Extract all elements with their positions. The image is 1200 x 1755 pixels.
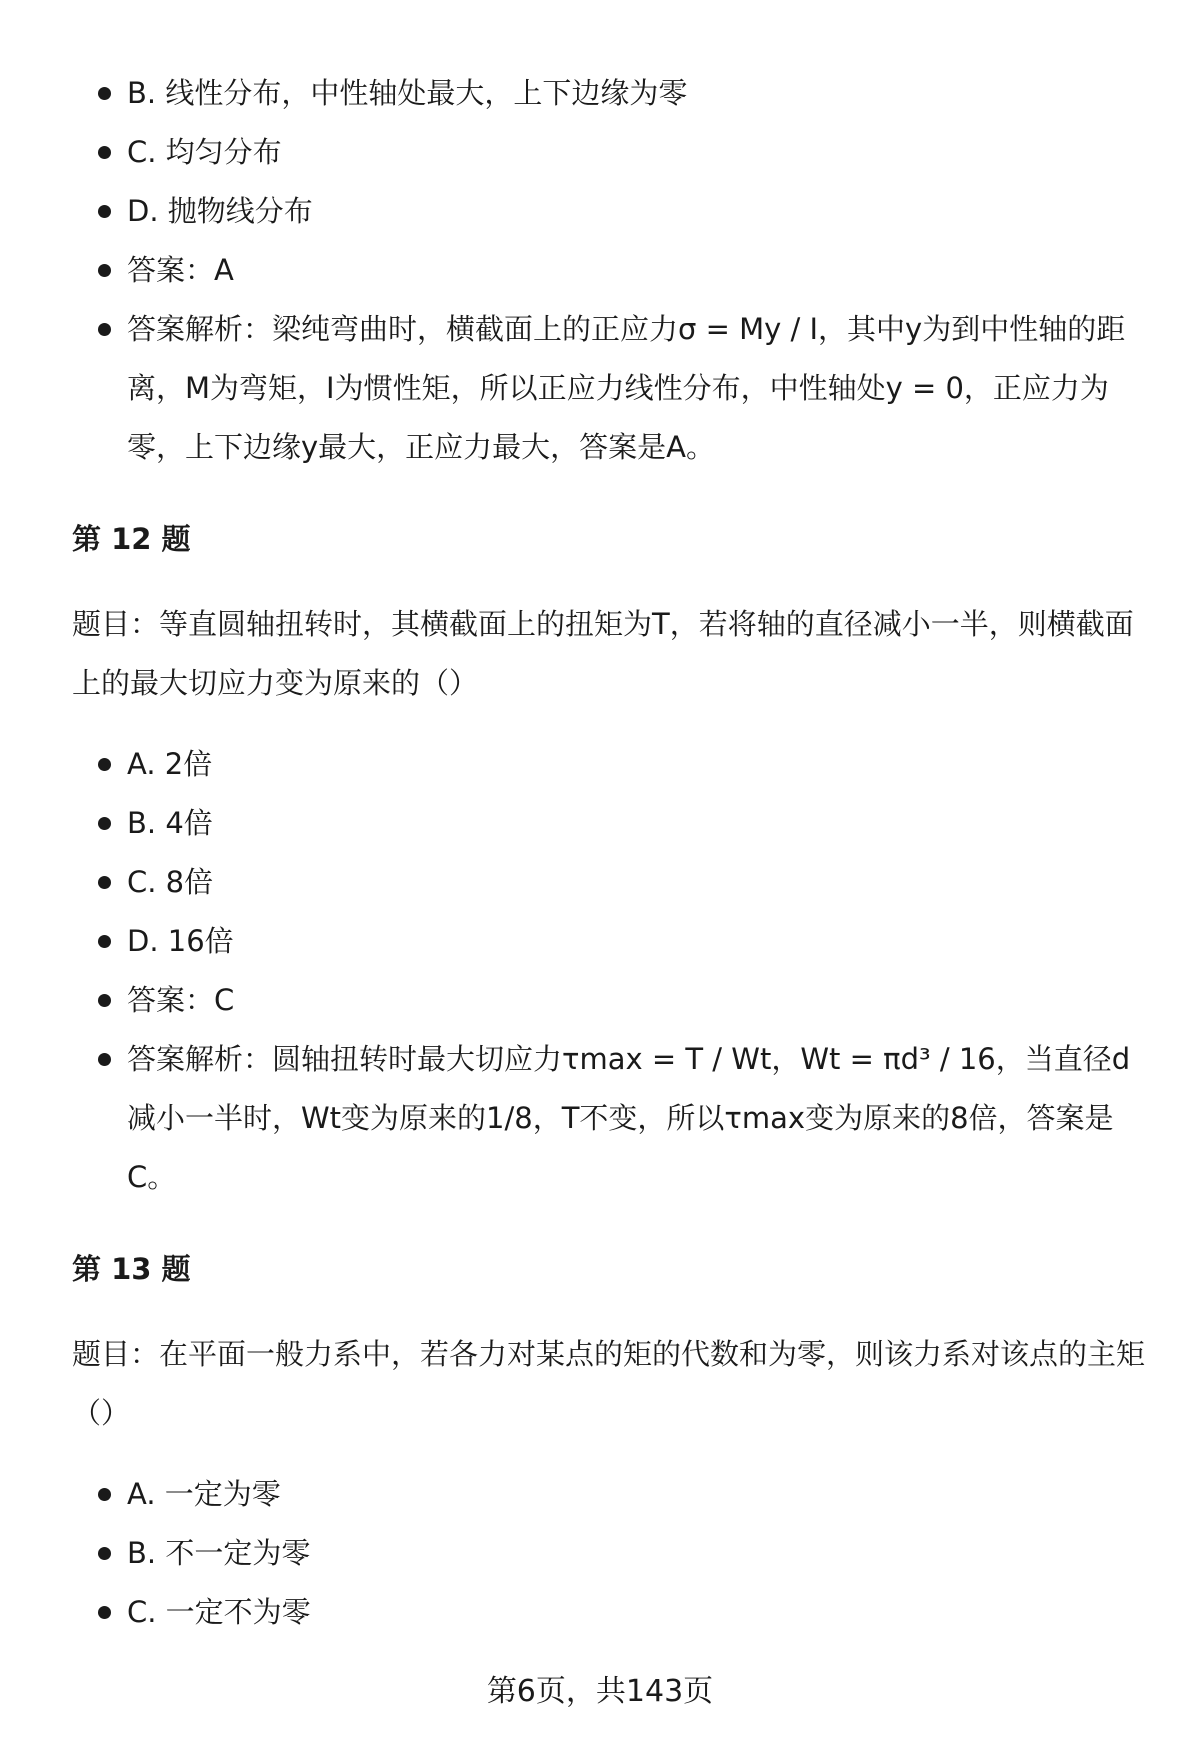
list-item: A. 一定为零 <box>72 1465 1152 1524</box>
page-footer: 第6页，共143页 <box>486 1674 714 1709</box>
list-item: C. 一定不为零 <box>72 1583 1152 1642</box>
list-item: B. 线性分布，中性轴处最大，上下边缘为零 <box>72 64 1152 123</box>
bullet-icon <box>98 876 111 889</box>
bullet-icon <box>98 1547 111 1560</box>
list-item: C. 均匀分布 <box>72 123 1152 182</box>
list-item: D. 抛物线分布 <box>72 182 1152 241</box>
bullet-icon <box>98 87 111 100</box>
bullet-icon <box>98 146 111 159</box>
bullet-icon <box>98 1053 111 1066</box>
question-heading: 第 12 题 <box>72 522 191 556</box>
bullet-icon <box>98 1606 111 1619</box>
question-text: 题目：在平面一般力系中，若各力对某点的矩的代数和为零，则该力系对该点的主矩（） <box>72 1337 1146 1430</box>
bullet-icon <box>98 817 111 830</box>
question-text: 题目：等直圆轴扭转时，其横截面上的扭矩为T，若将轴的直径减小一半，则横截面上的最大切应力变为原来的（） <box>72 607 1134 700</box>
list-item: B. 不一定为零 <box>72 1524 1152 1583</box>
list-item: B. 4倍 <box>72 794 1152 853</box>
list-item: D. 16倍 <box>72 912 1152 971</box>
explanation-item: 答案解析：圆轴扭转时最大切应力τmax = T / Wt，Wt = πd³ / 16，当直径d减小一半时，Wt变为原来的1/8，T不变，所以τmax变为原来的8倍，答案是C。 <box>72 1030 1152 1207</box>
bullet-icon <box>98 264 111 277</box>
bullet-icon <box>98 994 111 1007</box>
list-item: C. 8倍 <box>72 853 1152 912</box>
answer-item: 答案：C <box>72 971 1152 1030</box>
bullet-icon <box>98 935 111 948</box>
bullet-icon <box>98 205 111 218</box>
question-heading: 第 13 题 <box>72 1252 191 1286</box>
question-options <box>72 735 1152 1207</box>
page-content <box>72 64 1152 1642</box>
question-options <box>72 1465 1152 1642</box>
bullet-icon <box>98 1488 111 1501</box>
explanation-item: 答案解析：梁纯弯曲时，横截面上的正应力σ = My / I，其中y为到中性轴的距离，M为弯矩，I为惯性矩，所以正应力线性分布，中性轴处y = 0，正应力为零，上下边缘y最大，正应力最大，答案是A。 <box>72 300 1152 477</box>
answer-item: 答案：A <box>72 241 1152 300</box>
list-item: A. 2倍 <box>72 735 1152 794</box>
bullet-icon <box>98 758 111 771</box>
prev-question-options <box>72 64 1152 477</box>
bullet-icon <box>98 323 111 336</box>
